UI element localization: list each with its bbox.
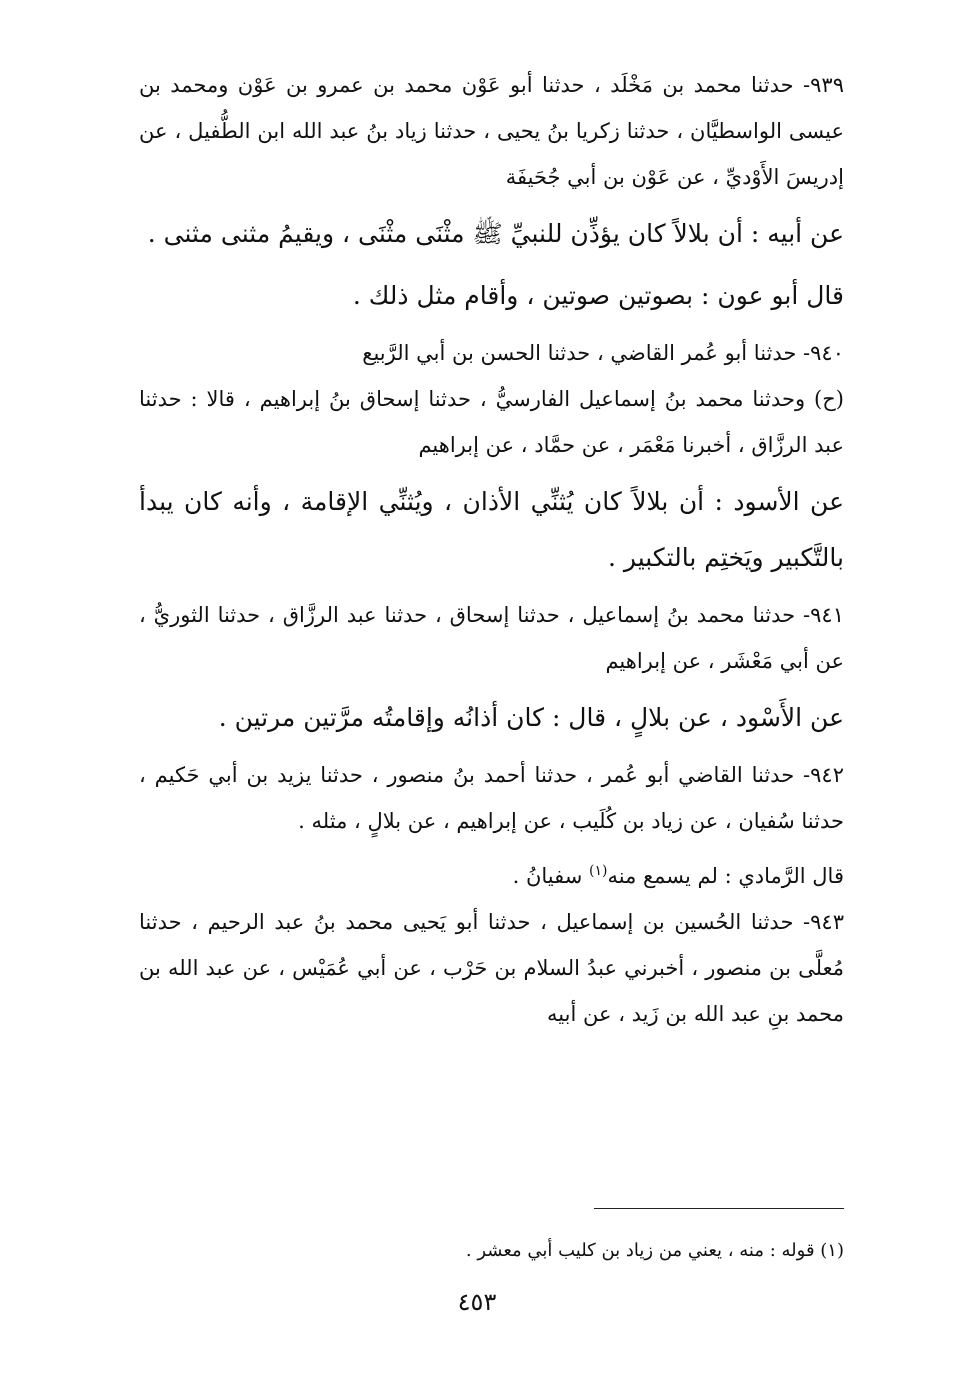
footnote-divider [594,1208,844,1209]
hadith-941-matn: عن الأَسْود ، عن بلالٍ ، قال : كان أذانُه وإقامتُه مرَّتين مرتين . [218,703,844,732]
ramadi-note-before: قال الرَّمادي : لم يسمع منه [607,864,844,888]
hadith-942-isnad: ٩٤٢- حدثنا القاضي أبو عُمر ، حدثنا أحمد بنُ منصور ، حدثنا يزيد بن أبي حَكيم ، حدثنا سُفيان ، عن زياد بن كُلَيب ، عن إبراهيم ، عن بلالٍ ، مثله . [139,763,844,833]
ramadi-note-after: سفيانُ . [512,864,589,888]
hadith-939-matn: عن أبيه : أن بلالاً كان يؤذِّن للنبيِّ ﷺ مثْنَى مثْنَى ، ويقيمُ مثنى مثنى . [147,219,844,248]
main-text [139,62,844,1037]
abu-awn-note: قال أبو عون : بصوتين صوتين ، وأقام مثل ذلك . [352,281,844,310]
footnote-marker: (١) [589,863,608,879]
hadith-939-isnad: ٩٣٩- حدثنا محمد بن مَخْلَد ، حدثنا أبو عَوْن محمد بن عمرو بن عَوْن ومحمد بن عيسى الواسطيَّان ، حدثنا زكريا بنُ يحيى ، حدثنا زياد بنُ عبد الله ابن الطُّفيل ، عن إدريسَ الأَوْديِّ ، عن عَوْن بن أبي جُحَيفَة [139,73,844,189]
hadith-941-isnad: ٩٤١- حدثنا محمد بنُ إسماعيل ، حدثنا إسحاق ، حدثنا عبد الرزَّاق ، حدثنا الثوريُّ ، عن أبي مَعْشَر ، عن إبراهيم [139,603,844,673]
hadith-940-isnad-2: (ح) وحدثنا محمد بنُ إسماعيل الفارسيُّ ، حدثنا إسحاق بنُ إبراهيم ، قالا : حدثنا عبد الرزَّاق ، أخبرنا مَعْمَر ، عن حمَّاد ، عن إبراهيم [139,387,844,457]
ramadi-note [139,848,844,899]
page-number: ٤٥٣ [457,1288,497,1316]
hadith-940-matn: عن الأسود : أن بلالاً كان يُثنِّي الأذان ، ويُثنِّي الإقامة ، وأنه كان يبدأ بالتَّكبير ويَختِم بالتكبير . [139,487,844,572]
hadith-940-isnad: ٩٤٠- حدثنا أبو عُمر القاضي ، حدثنا الحسن بن أبي الرَّبيع [362,341,844,365]
hadith-943-isnad: ٩٤٣- حدثنا الحُسين بن إسماعيل ، حدثنا أبو يَحيى محمد بنُ عبد الرحيم ، حدثنا مُعلَّى بن منصور ، أخبرني عبدُ السلام بن حَرْب ، عن أبي عُمَيْس ، عن عبد الله بن محمد بنِ عبد الله بن زَيد ، عن أبيه [139,910,844,1026]
footnote: (١) قوله : منه ، يعني من زياد بن كليب أبي معشر . [465,1240,844,1261]
